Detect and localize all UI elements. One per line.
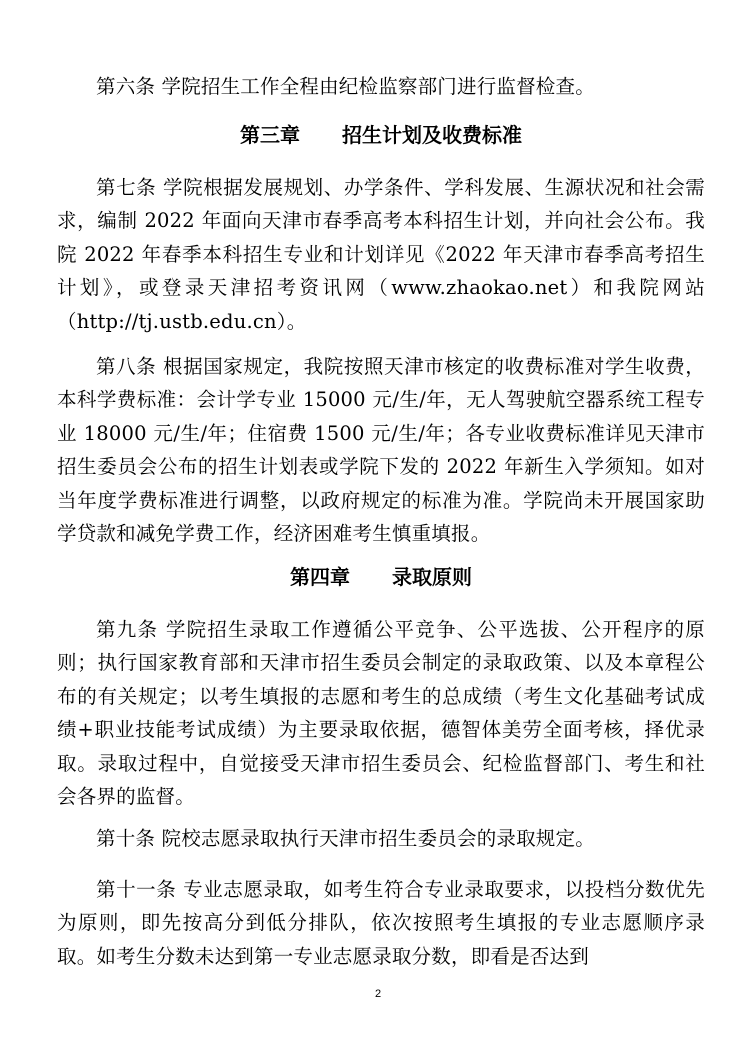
article-9-paragraph: 第九条 学院招生录取工作遵循公平竞争、公平选拔、公开程序的原则；执行国家教育部和天津市招生委员会制定的录取政策、以及本章程公布的有关规定；以考生填报的志愿和考生的总成绩（考生文化基础考试成绩+职业技能考试成绩）为主要录取依据，德智体美劳全面考核，择优录取。录取过程中，自觉接受天津市招生委员会、纪检监督部门、考生和社会各界的监督。 — [57, 618, 705, 809]
chapter-3-title: 招生计划及收费标准 — [342, 123, 522, 147]
chapter-3-heading — [57, 120, 705, 150]
chapter-4-title: 录取原则 — [392, 565, 472, 589]
chapter-4-number: 第四章 — [290, 565, 350, 589]
chapter-3-number: 第三章 — [240, 123, 300, 147]
article-7-paragraph: 第七条 学院根据发展规划、办学条件、学科发展、生源状况和社会需求，编制 2022 年面向天津市春季高考本科招生计划，并向社会公布。我院 2022 年春季本科招生专业和计划详见《2022 年天津市春季高考招生计划》，或登录天津招考资讯网（www.zhaokao.net）和我院网站（http://tj.ustb.edu.cn）。 — [57, 176, 705, 333]
article-8-paragraph: 第八条 根据国家规定，我院按照天津市核定的收费标准对学生收费，本科学费标准：会计学专业 15000 元/生/年，无人驾驶航空器系统工程专业 18000 元/生/年；住宿费 1500 元/生/年；各专业收费标准详见天津市招生委员会公布的招生计划表或学院下发的 2022 年新生入学须知。如对当年度学费标准进行调整，以政府规定的标准为准。学院尚未开展国家助学贷款和减免学费工作，经济困难考生慎重填报。 — [57, 355, 705, 546]
article-6-paragraph: 第六条 学院招生工作全程由纪检监察部门进行监督检查。 — [96, 75, 595, 98]
page-number: 2 — [374, 988, 382, 1000]
chapter-4-heading — [57, 562, 705, 592]
article-11-paragraph: 第十一条 专业志愿录取，如考生符合专业录取要求，以投档分数优先为原则，即先按高分到低分排队，依次按照考生填报的专业志愿顺序录取。如考生分数未达到第一专业志愿录取分数，即看是否达到 — [57, 878, 705, 968]
article-10-paragraph: 第十条 院校志愿录取执行天津市招生委员会的录取规定。 — [96, 827, 595, 850]
